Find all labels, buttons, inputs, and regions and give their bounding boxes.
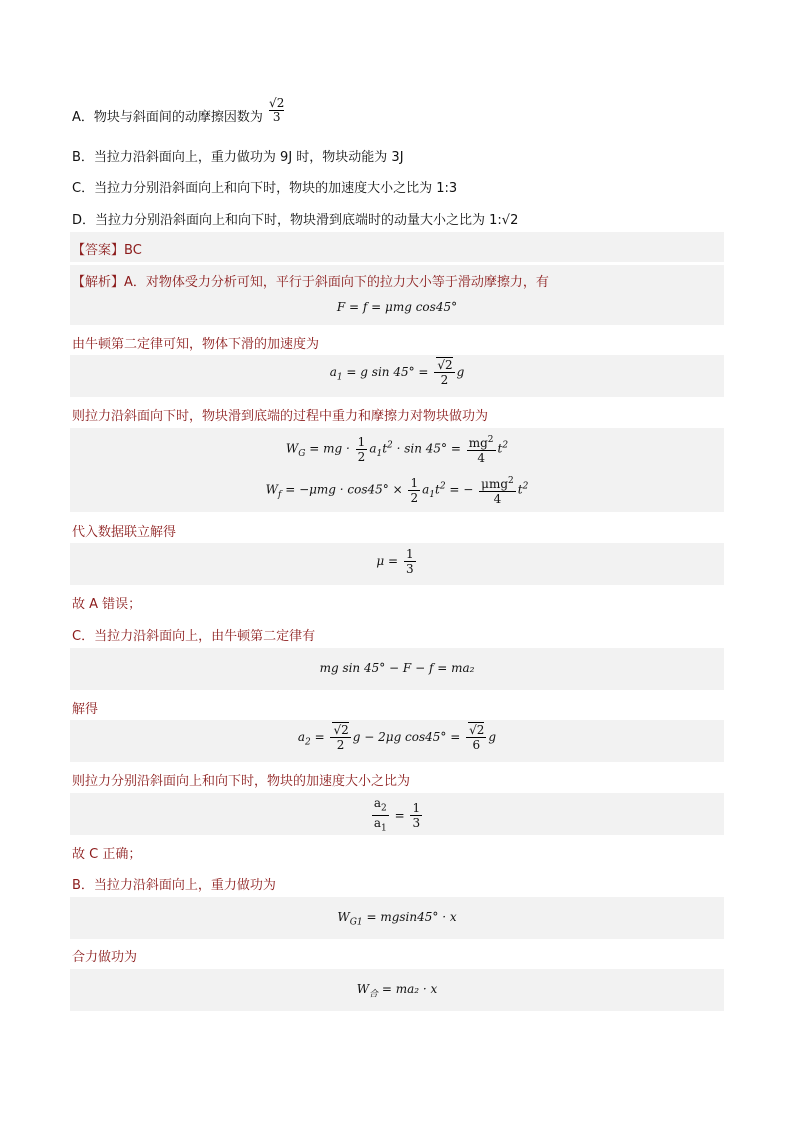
answer-label: 【答案】BC [72, 243, 142, 258]
text-a-wrong: 故 A 错误； [72, 597, 142, 612]
answer-band [70, 232, 724, 262]
equation-wf: $W_f = -\mu mg \cdot \cos 45^\circ$ × $\frac{1}{2}$ $a_1t^2$ = − $\frac{\mu mg^2}{4}$ $t^2$ [265, 475, 529, 506]
option-a-fraction [269, 97, 284, 124]
option-a [72, 96, 285, 125]
equation-a1: $a_1 = g$ sin 45° = $\frac{√2}{2}$ g [329, 358, 465, 387]
whe-sub: 合 [369, 989, 379, 1000]
wg1-symbol: W [337, 910, 350, 924]
option-d: D．当拉力分别沿斜面向上和向下时，物块滑到底端时的动量大小之比为 1:√2 [72, 213, 519, 228]
equation-a2: $a_2$ = $\frac{√2}{2}$ g − 2μg cos45° = $\frac{√2}{6}$ g [297, 723, 497, 752]
text-solve: 解得 [72, 702, 99, 717]
equation-c: mg sin 45° − F − f = ma₂ [319, 661, 475, 675]
equation-wg: $W_G$ = mg · $\frac{1}{2}$ $a_1t^2 \cdot \sin 45^\circ$ = $\frac{mg^2}{4}$ $t^2$ [285, 434, 509, 465]
option-a-frac-num: √2 [269, 96, 285, 110]
text-b-gravity: B．当拉力沿斜面向上，重力做功为 [72, 878, 276, 893]
text-c-correct: 故 C 正确； [72, 847, 142, 862]
equation-mu: μ = $\frac{1}{3}$ [376, 547, 414, 576]
wg1-sub: G1 [349, 917, 363, 928]
text-ratio: 则拉力分别沿斜面向上和向下时，物块的加速度大小之比为 [72, 774, 411, 789]
wg1-rest: = mgsin45° · x [362, 910, 457, 924]
text-newton-down: 由牛顿第二定律可知，物体下滑的加速度为 [72, 337, 320, 352]
equation-friction: F = f = μmg cos45° [336, 300, 458, 314]
equation-ratio: $\frac{a_2}{a_1}$ = $\frac{1}{3}$ [373, 796, 421, 834]
whe-rest: = ma₂ · x [378, 982, 438, 996]
text-work-down: 则拉力沿斜面向下时，物块滑到底端的过程中重力和摩擦力对物块做功为 [72, 409, 489, 424]
text-net-work: 合力做功为 [72, 950, 138, 965]
text-c-newton: C．当拉力沿斜面向上，由牛顿第二定律有 [72, 629, 316, 644]
option-c: C．当拉力分别沿斜面向上和向下时，物块的加速度大小之比为 1:3 [72, 181, 458, 196]
analysis-intro: 【解析】A．对物体受力分析可知，平行于斜面向下的拉力大小等于滑动摩擦力，有 [72, 275, 549, 290]
equation-wg1 [70, 910, 724, 927]
option-a-frac-den: 3 [272, 110, 281, 124]
whe-symbol: W [356, 982, 370, 996]
text-substitute: 代入数据联立解得 [72, 525, 177, 540]
equation-whe [70, 982, 724, 999]
option-b: B．当拉力沿斜面向上，重力做功为 9J 时，物块动能为 3J [72, 150, 404, 165]
option-a-text: A．物块与斜面间的动摩擦因数为 [72, 110, 263, 125]
